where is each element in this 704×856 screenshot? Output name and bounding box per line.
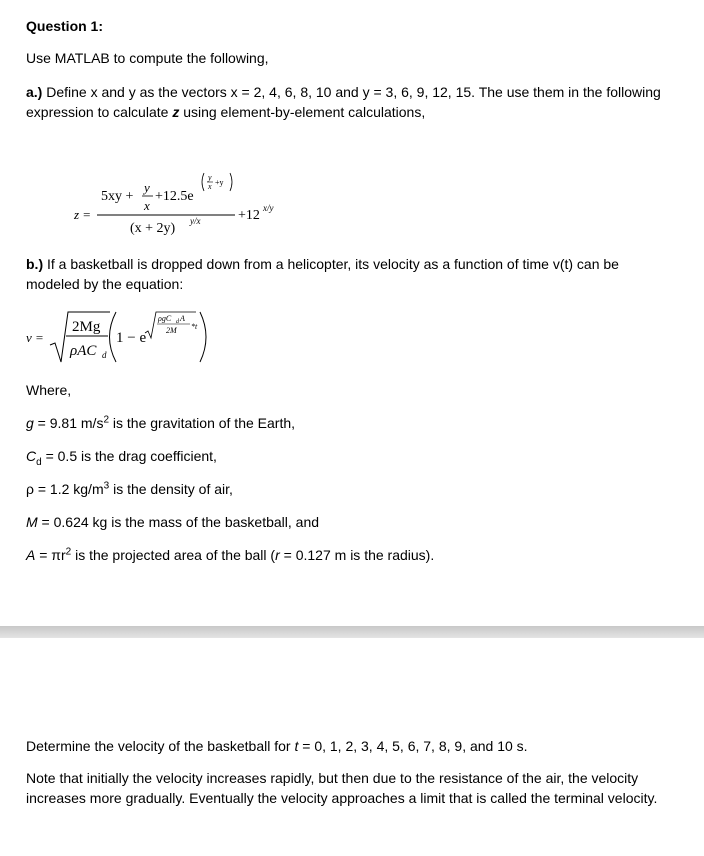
part-c-end: = 0, 1, 2, 3, 4, 5, 6, 7, 8, 9, and 10 s. [302, 738, 528, 754]
formula-v-root-num: 2Mg [72, 319, 101, 335]
formula-v-exp-num-end: A [180, 314, 185, 323]
cd-subscript: d [36, 456, 42, 468]
g-unit-exp: 2 [103, 414, 110, 426]
formula-z-frac-y: y [144, 180, 150, 195]
part-c-text [26, 736, 666, 756]
where-text: Where, [26, 382, 72, 398]
question-title: Question 1: [26, 18, 104, 34]
definition-cd [26, 446, 217, 466]
part-b-body: If a basketball is dropped down from a helicopter, its velocity as a function of time v(t) can be modeled by the equation: [26, 256, 619, 292]
formula-v-root-den: ρAC [70, 343, 97, 359]
part-a-label: a.) [26, 84, 43, 100]
m-symbol: M [26, 514, 38, 530]
formula-z-num-b: +12.5e [155, 189, 194, 204]
a-desc-end: = 0.127 m is the radius). [279, 547, 435, 563]
rho-value: = 1.2 kg/m [33, 481, 104, 497]
section-divider [0, 626, 704, 638]
formula-z-tail-exp: x/y [263, 203, 274, 213]
part-a-body-end: using element-by-element calculations, [183, 104, 426, 120]
r-symbol: r [275, 547, 280, 563]
formula-v-exp-den: 2M [166, 326, 177, 335]
formula-v-one-minus-e: 1 − e [116, 330, 147, 346]
formula-v-lhs: v = [26, 330, 44, 345]
rho-unit-exp: 3 [103, 480, 110, 492]
formula-z-den: (x + 2y) [130, 221, 176, 236]
note-text: Note that initially the velocity increases rapidly, but then due to the resistance of the air, the velocity increases more gradually. Eventually the velocity approaches a limit that is called the terminal velocity. [26, 770, 658, 806]
a-desc: is the projected area of the ball ( [71, 547, 276, 563]
part-b-label: b.) [26, 256, 44, 272]
formula-z-exp-x: x [208, 182, 212, 191]
g-value: = 9.81 m/s [33, 415, 104, 431]
definition-m [26, 512, 319, 532]
formula-z-tail: +12 [238, 208, 260, 223]
formula-v-exp-num: ρgC [158, 314, 172, 323]
formula-v-exp-num-sub: d [176, 319, 179, 325]
definition-g [26, 413, 295, 433]
part-a-var: z [172, 104, 180, 120]
a-symbol: A [26, 547, 36, 563]
formula-z-num-a: 5xy + [101, 189, 134, 204]
m-desc: = 0.624 kg is the mass of the basketball, and [37, 514, 320, 530]
formula-z-lhs: z = [74, 207, 92, 222]
part-b-text [26, 254, 666, 294]
part-c-start: Determine the velocity of the basketball for [26, 738, 291, 754]
rho-desc: is the density of air, [109, 481, 233, 497]
formula-z-den-exp: y/x [190, 216, 201, 226]
formula-v [0, 300, 240, 370]
formula-z-frac-x: x [144, 198, 150, 213]
definition-rho [26, 479, 233, 499]
cd-desc: = 0.5 is the drag coefficient, [41, 448, 217, 464]
part-a-text [26, 82, 666, 122]
intro-text: Use MATLAB to compute the following, [26, 50, 269, 66]
definition-a [26, 545, 434, 565]
rho-symbol: ρ [26, 481, 34, 497]
g-symbol: g [26, 415, 34, 431]
t-symbol: t [294, 738, 299, 754]
cd-symbol: C [26, 448, 37, 464]
formula-z [0, 160, 320, 240]
a-equation: = πr [35, 547, 66, 563]
formula-z-exp-plus: +y [215, 178, 224, 187]
formula-v-exp-t: *t [191, 322, 198, 331]
formula-z-exp-y: y [208, 173, 212, 182]
formula-v-root-den-sub: d [102, 350, 107, 360]
a-exp: 2 [65, 546, 72, 558]
part-a-body: Define x and y as the vectors x = 2, 4, 6, 8, 10 and y = 3, 6, 9, 12, 15. The use them in the following expression to calculate [26, 84, 661, 120]
g-desc: is the gravitation of the Earth, [109, 415, 296, 431]
